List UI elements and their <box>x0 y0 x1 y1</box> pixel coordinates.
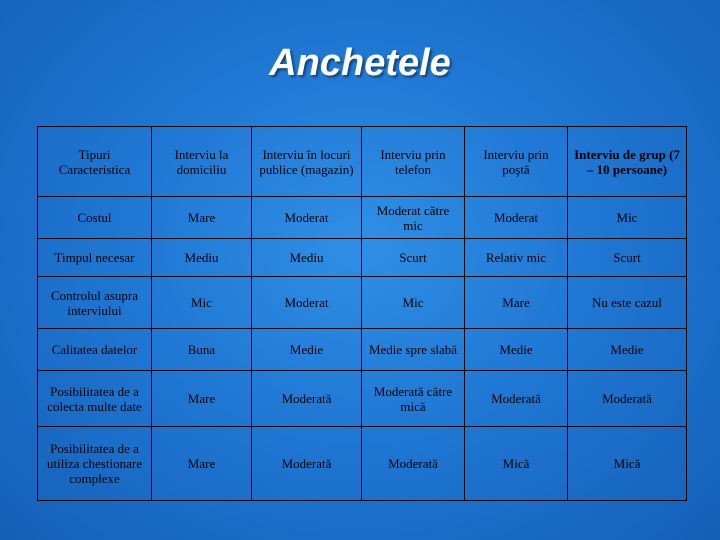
table-cell: Medie <box>568 329 687 371</box>
table-cell: Mic <box>362 277 465 329</box>
table-cell: Medie <box>252 329 362 371</box>
table-cell: Moderat <box>252 197 362 239</box>
table-cell: Mediu <box>252 239 362 277</box>
row-label: Posibilitatea de a colecta multe date <box>38 371 152 427</box>
table-row <box>38 427 687 501</box>
table-row <box>38 371 687 427</box>
table-cell: Mare <box>152 371 252 427</box>
col-header: Interviu în locuri publice (magazin) <box>252 127 362 197</box>
table-cell: Mică <box>568 427 687 501</box>
table-cell: Mic <box>152 277 252 329</box>
row-label: Calitatea datelor <box>38 329 152 371</box>
header-row <box>38 127 687 197</box>
comparison-table <box>37 126 687 501</box>
table-cell: Buna <box>152 329 252 371</box>
table-cell: Moderată <box>362 427 465 501</box>
table-cell: Mare <box>152 427 252 501</box>
table-cell: Moderată <box>568 371 687 427</box>
col-header: Interviu de grup (7 – 10 persoane) <box>568 127 687 197</box>
row-label: Posibilitatea de a utiliza chestionare complexe <box>38 427 152 501</box>
table-cell: Medie <box>465 329 568 371</box>
table-cell: Mare <box>465 277 568 329</box>
table-cell: Moderat <box>252 277 362 329</box>
table-cell: Moderată către mică <box>362 371 465 427</box>
col-header: Interviu la domiciliu <box>152 127 252 197</box>
row-label: Controlul asupra interviului <box>38 277 152 329</box>
table-row <box>38 239 687 277</box>
row-label: Timpul necesar <box>38 239 152 277</box>
table-cell: Mic <box>568 197 687 239</box>
slide-title: Anchetele <box>269 42 451 84</box>
table-cell: Nu este cazul <box>568 277 687 329</box>
table-row <box>38 277 687 329</box>
table-cell: Medie spre slabă <box>362 329 465 371</box>
table-cell: Scurt <box>362 239 465 277</box>
table-cell: Mare <box>152 197 252 239</box>
table-cell: Moderată <box>465 371 568 427</box>
table-cell: Moderat <box>465 197 568 239</box>
table-cell: Relativ mic <box>465 239 568 277</box>
col-header: Interviu prin poştă <box>465 127 568 197</box>
table-cell: Moderată <box>252 427 362 501</box>
table-row <box>38 329 687 371</box>
table-cell: Moderat către mic <box>362 197 465 239</box>
table-cell: Moderată <box>252 371 362 427</box>
table-cell: Mediu <box>152 239 252 277</box>
corner-header: Tipuri Caracteristica <box>38 127 152 197</box>
table-cell: Mică <box>465 427 568 501</box>
table-cell: Scurt <box>568 239 687 277</box>
row-label: Costul <box>38 197 152 239</box>
table-row <box>38 197 687 239</box>
col-header: Interviu prin telefon <box>362 127 465 197</box>
